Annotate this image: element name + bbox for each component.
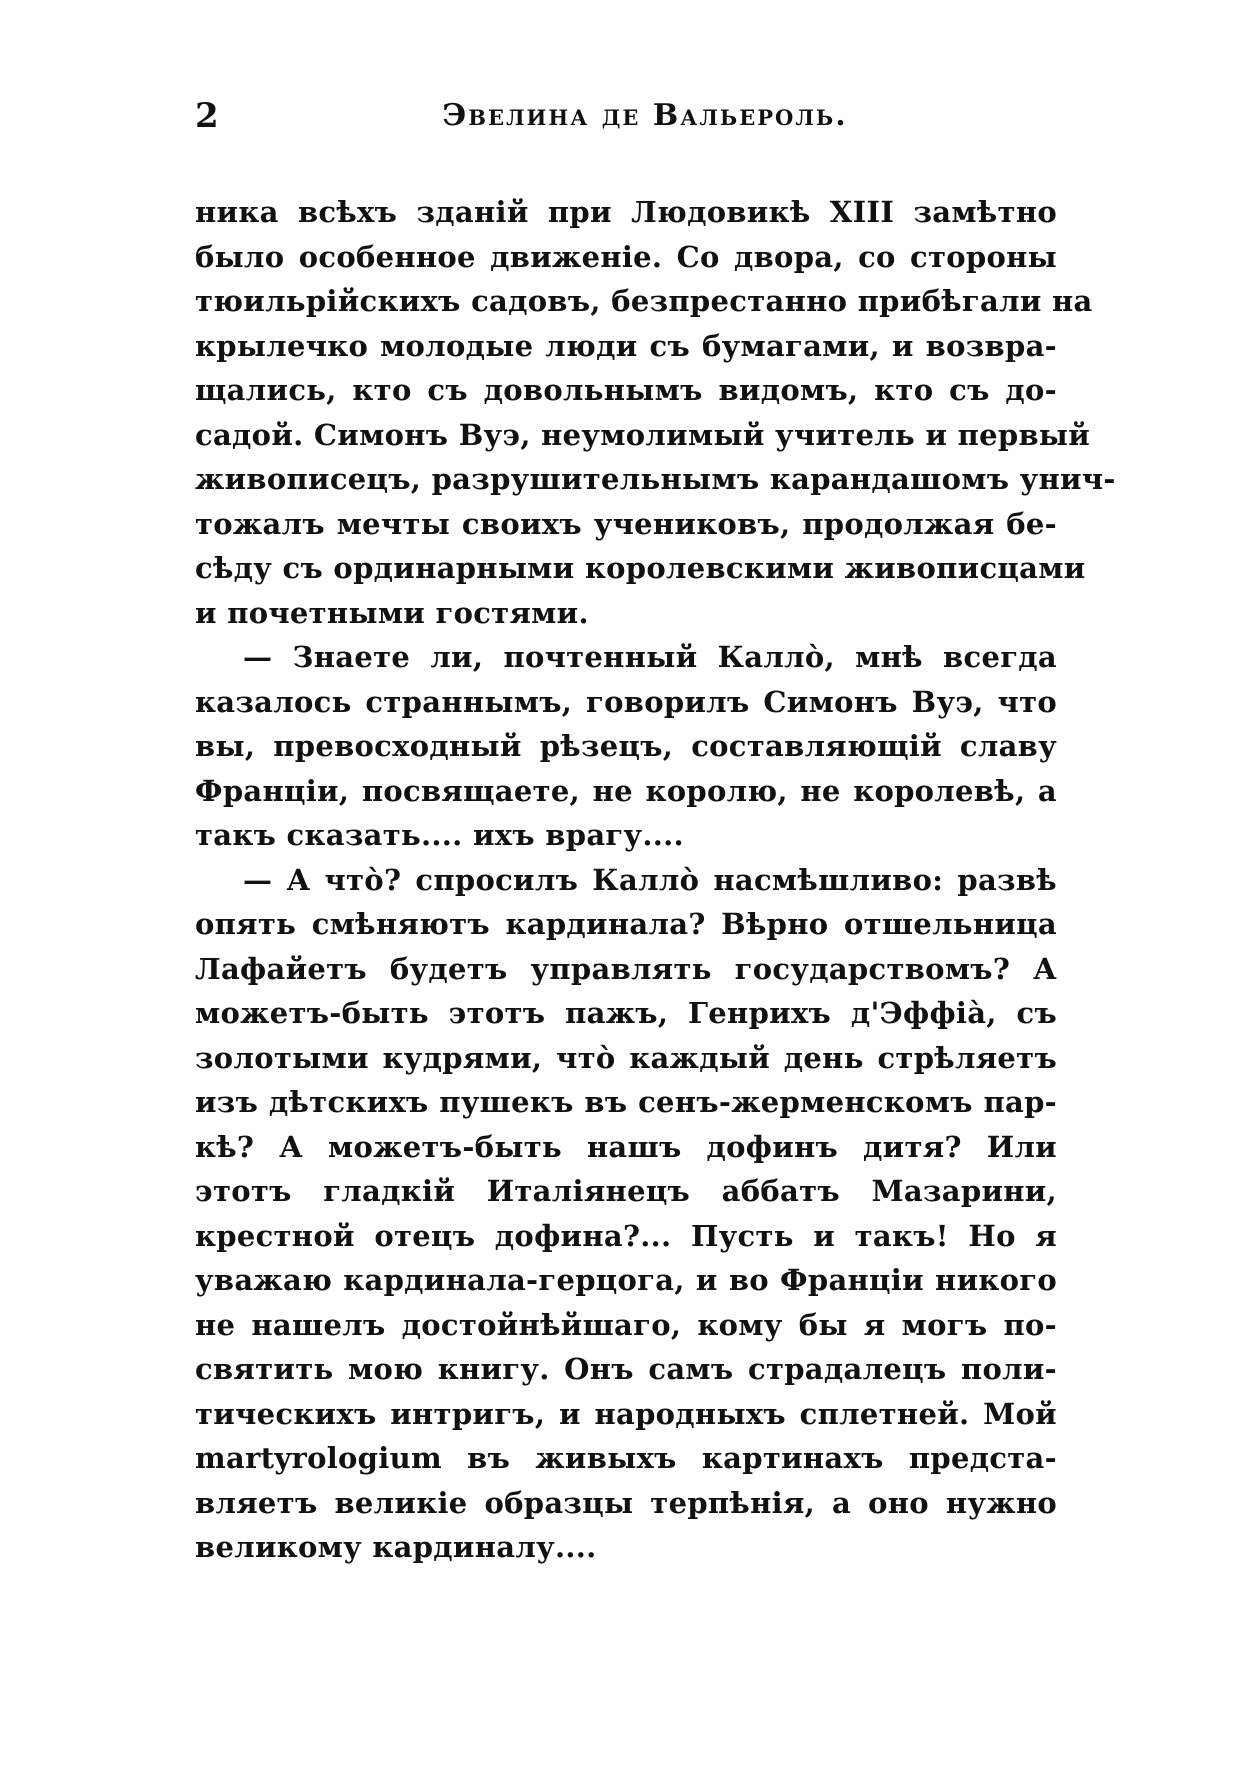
text-line: крестной отецъ дофина?... Пусть и такъ! Но я [195,1218,1057,1253]
text-line: было особенное движеніе. Со двора, со стороны [195,239,1057,274]
text-line: казалось страннымъ, говорилъ Симонъ Вуэ, что [195,684,1057,719]
text-line: святить мою книгу. Онъ самъ страдалецъ поли- [195,1352,1057,1386]
text-line: Лафайетъ будетъ управлять государствомъ? А [195,951,1057,986]
text-line: можетъ-быть этотъ пажъ, Генрихъ д'Эффіа̀, съ [195,996,1057,1030]
text-line: живописецъ, разрушительнымъ карандашомъ унич- [195,462,1116,496]
text-line: и почетными гостями. [195,595,589,630]
page-number: 2 [195,96,219,136]
text-line: — Знаете ли, почтенный Калло̀, мнѣ всегда [243,640,1057,674]
text-line: тожалъ мечты своихъ учениковъ, продолжая бе- [195,506,1057,541]
text-line: вляетъ великіе образцы терпѣнія, а оно нужно [195,1485,1057,1520]
text-line: — А что̀? спросилъ Калло̀ насмѣшливо: развѣ [243,862,1057,897]
text-line: не нашелъ достойнѣйшаго, кому бы я могъ по- [195,1307,1057,1342]
text-line: тическихъ интригъ, и народныхъ сплетней. Мой [195,1396,1057,1431]
text-line: такъ сказать.... ихъ врагу.... [195,818,684,852]
page-header [195,96,1055,146]
text-line: щались, кто съ довольнымъ видомъ, кто съ до- [195,373,1057,407]
text-line: кѣ? А можетъ-быть нашъ дофинъ дитя? Или [195,1129,1057,1164]
text-line: Франціи, посвящаете, не королю, не королевѣ, а [195,773,1057,808]
text-line: тюильрійскихъ садовъ, безпрестанно прибѣгали на [195,284,1093,318]
running-title: Эвелина де Вальероль. [442,98,848,133]
text-line: садой. Симонъ Вуэ, неумолимый учитель и первый [195,417,1091,452]
text-line: великому кардиналу.... [195,1530,597,1564]
text-line: ника всѣхъ зданій при Людовикѣ XIII замѣтно [195,195,1057,229]
text-line: крылечко молодые люди съ бумагами, и возвра- [195,328,1057,363]
text-line: уважаю кардинала-герцога, и во Франціи никого [195,1263,1057,1297]
text-line: сѣду съ ординарными королевскими живописцами [195,551,1086,585]
text-line: опять смѣняютъ кардинала? Вѣрно отшельница [195,907,1057,941]
text-line: вы, превосходный рѣзецъ, составляющій славу [195,729,1057,763]
text-line: martyrologium въ живыхъ картинахъ предста- [195,1441,1057,1475]
text-line: изъ дѣтскихъ пушекъ въ сенъ-жерменскомъ пар- [195,1085,1057,1119]
text-line: золотыми кудрями, что̀ каждый день стрѣляетъ [195,1040,1057,1075]
text-body [195,190,1116,1570]
text-line: этотъ гладкій Италіянецъ аббатъ Мазарини, [195,1174,1057,1208]
